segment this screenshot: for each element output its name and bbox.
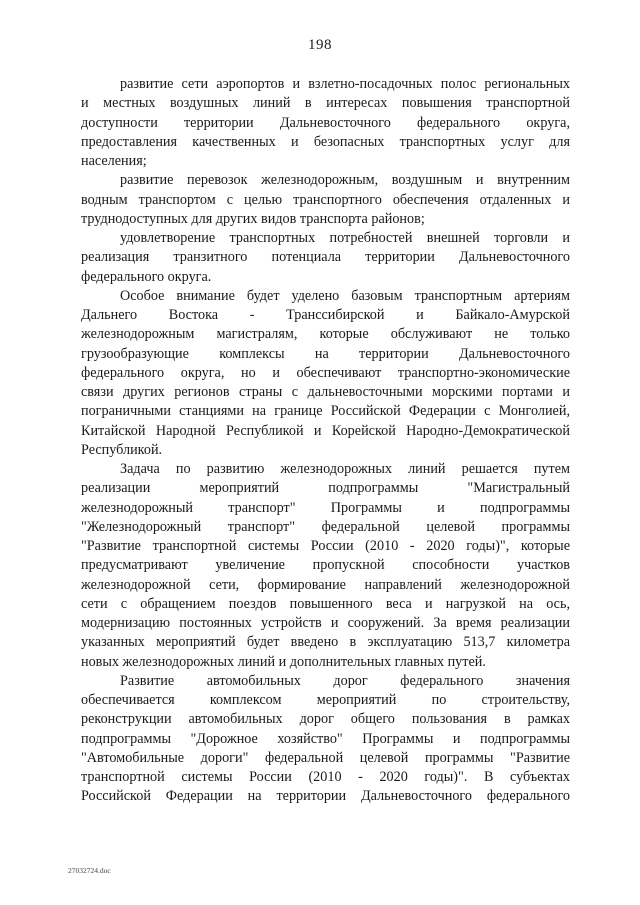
text-line: Особое внимание будет уделено базовым транспортным артериям bbox=[120, 287, 570, 304]
text-line: и местных воздушных линий в интересах повышения транспортной bbox=[81, 95, 570, 112]
text-line: указанных мероприятий будет введено в эксплуатацию 513,7 километра bbox=[81, 634, 570, 651]
text-line: доступности территории Дальневосточного федерального округа, bbox=[81, 114, 570, 131]
document-body bbox=[81, 75, 570, 807]
paragraph-railway-development bbox=[81, 460, 570, 672]
text-line: федерального округа. bbox=[81, 268, 212, 285]
text-line: населения; bbox=[81, 153, 147, 169]
text-line: железнодорожный транспорт" Программы и подпрограммы bbox=[81, 499, 570, 516]
text-line: реализация транзитного потенциала территории Дальневосточного bbox=[81, 249, 570, 266]
text-line: сети с обращением поездов повышенного веса и нагрузкой на ось, bbox=[81, 595, 570, 612]
text-line: "Автомобильные дороги" федеральной целевой программы "Развитие bbox=[81, 749, 570, 766]
text-line: связи других регионов страны с дальневосточными морскими портами и bbox=[81, 384, 570, 400]
text-line: железнодорожным магистралям, которые обслуживают не только bbox=[81, 326, 570, 343]
text-line: Республикой. bbox=[81, 441, 163, 458]
text-line: обеспечивается комплексом мероприятий по строительству, bbox=[81, 692, 570, 708]
text-line: "Развитие транспортной системы России (2010 - 2020 годы)", которые bbox=[81, 538, 570, 554]
text-line: модернизацию постоянных устройств и сооружений. За время реализации bbox=[81, 615, 570, 631]
text-line: пограничными станциями на границе Российской Федерации с Монголией, bbox=[81, 403, 570, 420]
text-line: Российской Федерации на территории Дальневосточного федерального bbox=[81, 788, 570, 805]
text-line: труднодоступных для других видов транспорта районов; bbox=[81, 210, 425, 227]
page-number: 198 bbox=[308, 37, 332, 53]
text-line: транспортной системы России (2010 - 2020 годы)". В субъектах bbox=[81, 769, 570, 785]
text-line: развитие сети аэропортов и взлетно-посадочных полос региональных bbox=[120, 76, 570, 92]
paragraph-airports bbox=[81, 75, 570, 171]
text-line: реконструкции автомобильных дорог общего пользования в рамках bbox=[81, 711, 570, 728]
text-line: грузообразующие комплексы на территории Дальневосточного bbox=[81, 345, 570, 362]
footer-file-name: 27032724.doc bbox=[68, 866, 111, 875]
text-line: развитие перевозок железнодорожным, воздушным и внутренним bbox=[120, 172, 570, 189]
text-line: "Железнодорожный транспорт" федеральной целевой программы bbox=[81, 518, 570, 535]
text-line: Задача по развитию железнодорожных линий решается путем bbox=[120, 461, 570, 477]
text-line: подпрограммы "Дорожное хозяйство" Программы и подпрограммы bbox=[81, 730, 570, 747]
text-line: реализации мероприятий подпрограммы "Магистральный bbox=[81, 480, 570, 497]
paragraph-roads-development bbox=[81, 672, 570, 807]
paragraph-foreign-trade bbox=[81, 229, 570, 287]
text-line: Дальнего Востока - Транссибирской и Байкало-Амурской bbox=[81, 307, 570, 323]
text-line: предоставления качественных и безопасных транспортных услуг для bbox=[81, 133, 570, 150]
text-line: Китайской Народной Республикой и Корейской Народно-Демократической bbox=[81, 422, 570, 439]
paragraph-main-arteries bbox=[81, 287, 570, 460]
text-line: предусматривают увеличение пропускной способности участков bbox=[81, 557, 570, 574]
text-line: Развитие автомобильных дорог федерального значения bbox=[120, 672, 570, 689]
text-line: водным транспортом с целью транспортного обеспечения отдаленных и bbox=[81, 191, 570, 208]
paragraph-transport-remote-areas bbox=[81, 171, 570, 229]
text-line: удовлетворение транспортных потребностей внешней торговли и bbox=[120, 230, 570, 246]
text-line: железнодорожной сети, формирование направлений железнодорожной bbox=[81, 576, 570, 593]
text-line: новых железнодорожных линий и дополнительных главных путей. bbox=[81, 653, 486, 670]
text-line: федерального округа, но и обеспечивают транспортно-экономические bbox=[81, 364, 570, 381]
